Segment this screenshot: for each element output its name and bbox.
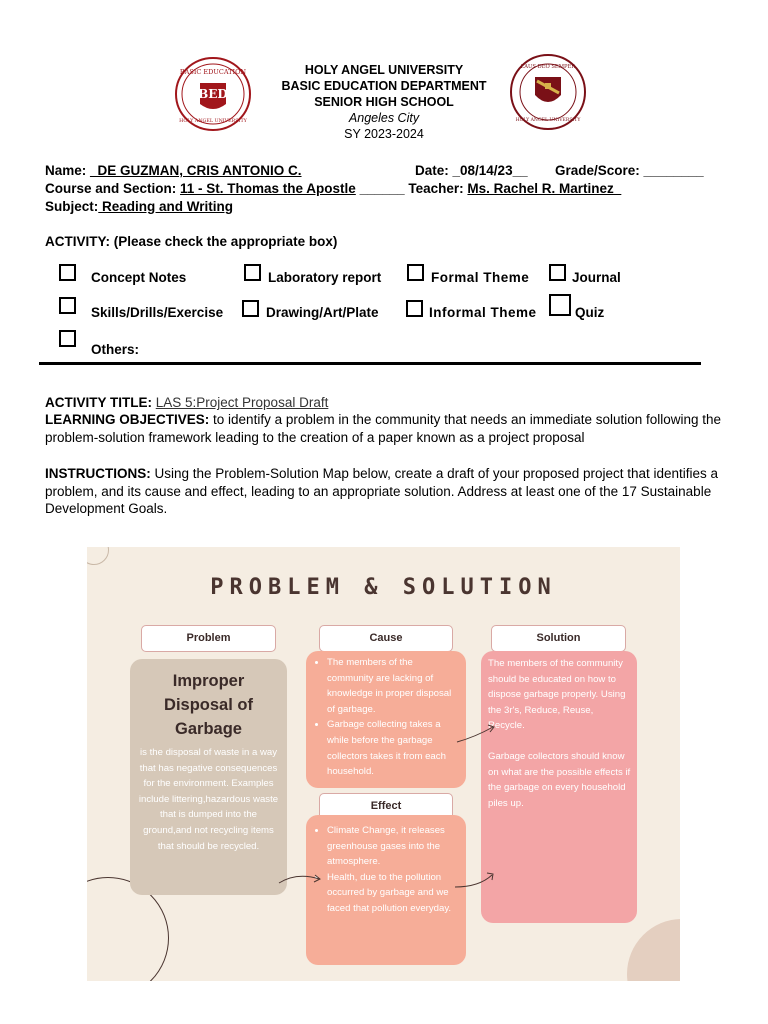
drawing-art-checkbox[interactable] xyxy=(242,300,259,317)
journal-checkbox[interactable] xyxy=(549,264,566,281)
course-blank: ______ xyxy=(355,181,405,196)
quiz-checkbox[interactable] xyxy=(549,294,571,316)
learning-objectives xyxy=(45,411,725,446)
effect-header: Effect xyxy=(319,793,453,820)
instructions-label: INSTRUCTIONS: xyxy=(45,466,151,481)
problem-heading-line: Garbage xyxy=(175,720,242,738)
instructions-text: Using the Problem-Solution Map below, create a draft of your proposed project that identifies a problem, and its cause and effect, leading to an appropriate solution. Address at least one of the 17 Sustainable Development Goals. xyxy=(45,466,719,516)
right-logo-top-text: LAUS DEO SEMPER xyxy=(520,64,576,70)
cause-header: Cause xyxy=(319,625,453,652)
subject-row xyxy=(45,198,233,215)
problem-solution-map xyxy=(87,547,680,981)
problem-header: Problem xyxy=(141,625,276,652)
arrow-cause-to-solution xyxy=(457,727,493,742)
problem-text: is the disposal of waste in a way that has negative consequences for the environment. Examples include littering,hazardous waste that is dumped into the ground,and not recycling items that should be recycled. xyxy=(138,747,279,852)
date-row xyxy=(415,162,528,179)
others-checkbox[interactable] xyxy=(59,330,76,347)
infographic-title: PROBLEM & SOLUTION xyxy=(210,575,557,600)
skills-drills-label: Skills/Drills/Exercise xyxy=(91,305,224,320)
formal-theme-label: Formal Theme xyxy=(431,270,530,285)
activity-heading: ACTIVITY: (Please check the appropriate box) xyxy=(45,234,338,249)
teacher-value: Ms. Rachel R. Martinez_ xyxy=(467,181,622,196)
solution-header: Solution xyxy=(491,625,626,652)
solution-paragraph: The members of the community should be educated on how to dispose garbage properly. Using the 3r's, Reduce, Reuse, Recycle. xyxy=(488,658,626,732)
objectives-label: LEARNING OBJECTIVES: xyxy=(45,412,210,427)
cause-item: • Garbage collecting takes a while before the garbage collectors takes it from each household. xyxy=(327,717,460,779)
effect-item: • Climate Change, it releases greenhouse gases into the atmosphere. xyxy=(327,823,460,870)
connector-arrows xyxy=(87,547,680,981)
school-year: SY 2023-2024 xyxy=(344,127,424,141)
solution-paragraph: Garbage collectors should know on what are the possible effects if the garbage on every household piles up. xyxy=(488,750,631,809)
right-logo-bottom-text: HOLY ANGEL UNIVERSITY xyxy=(515,118,581,123)
instructions xyxy=(45,465,725,518)
concept-notes-label: Concept Notes xyxy=(91,270,187,285)
objectives-text: to identify a problem in the community that needs an immediate solution following the problem-solution framework leading to the creation of a paper known as a project proposal xyxy=(45,412,722,445)
problem-heading-line: Improper xyxy=(172,672,245,690)
drawing-art-label: Drawing/Art/Plate xyxy=(266,305,379,320)
left-logo-center-text: BED xyxy=(198,87,228,101)
name-row xyxy=(45,162,302,179)
concept-notes-checkbox[interactable] xyxy=(59,264,76,281)
city-name: Angeles City xyxy=(348,111,420,125)
date-value: _08/14/23__ xyxy=(452,163,528,178)
university-name: HOLY ANGEL UNIVERSITY xyxy=(304,63,464,77)
name-value: _DE GUZMAN, CRIS ANTONIO C. xyxy=(90,163,302,178)
problem-heading-line: Disposal of xyxy=(164,696,253,714)
subject-value: Reading and Writing xyxy=(98,199,234,214)
arrow-effect-to-solution xyxy=(455,875,492,887)
others-label: Others: xyxy=(91,342,140,357)
section-divider xyxy=(39,362,701,365)
quiz-label: Quiz xyxy=(575,305,605,320)
informal-theme-checkbox[interactable] xyxy=(406,300,423,317)
journal-label: Journal xyxy=(572,270,621,285)
course-value: 11 - St. Thomas the Apostle xyxy=(180,181,356,196)
activity-title-row xyxy=(45,394,725,412)
grade-label: Grade/Score: xyxy=(555,163,644,178)
course-label: Course and Section: xyxy=(45,181,181,196)
activity-title-label: ACTIVITY TITLE: xyxy=(45,395,156,410)
grade-row xyxy=(555,162,704,179)
skills-drills-checkbox[interactable] xyxy=(59,297,76,314)
laboratory-report-label: Laboratory report xyxy=(268,270,382,285)
school-name: SENIOR HIGH SCHOOL xyxy=(314,95,454,109)
left-logo-bottom-text: HOLY ANGEL UNIVERSITY xyxy=(179,119,247,124)
informal-theme-label: Informal Theme xyxy=(429,305,537,320)
course-row xyxy=(45,180,621,197)
arrow-problem-to-effect xyxy=(279,876,319,883)
date-label: Date: xyxy=(415,163,453,178)
grade-value: ________ xyxy=(643,163,704,178)
formal-theme-checkbox[interactable] xyxy=(407,264,424,281)
cause-item: • The members of the community are lacking of knowledge in proper disposal of garbage. xyxy=(327,655,460,717)
activity-title-value: LAS 5:Project Proposal Draft xyxy=(155,395,329,410)
left-logo-top-text: BASIC EDUCATION xyxy=(179,68,247,76)
effect-item: • Health, due to the pollution occurred by garbage and we faced that pollution everyday. xyxy=(327,870,460,917)
teacher-label: Teacher: xyxy=(404,181,468,196)
department-name: BASIC EDUCATION DEPARTMENT xyxy=(281,79,487,93)
laboratory-report-checkbox[interactable] xyxy=(244,264,261,281)
subject-label: Subject: xyxy=(45,199,99,214)
name-label: Name: xyxy=(45,163,91,178)
